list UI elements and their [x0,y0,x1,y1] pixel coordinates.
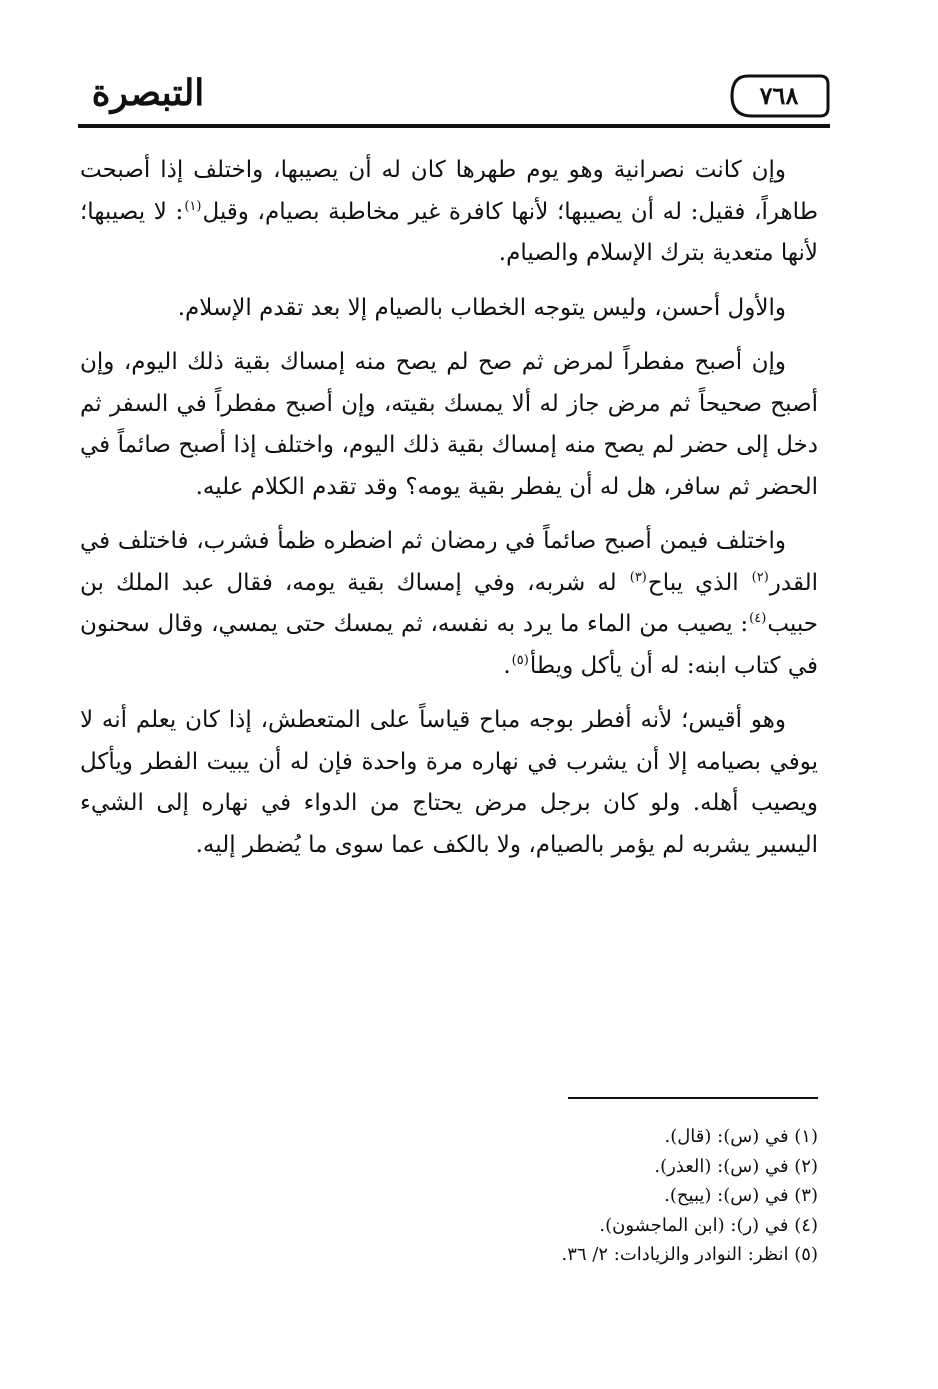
footnote-4: (٤) في (ر): (ابن الماجشون). [599,1214,818,1236]
paragraph-1-part-1: وإن كانت نصرانية وهو يوم طهرها كان له أن يصيبها، واختلف إذا أصبحت طاهراً، فقيل: له أن يصيبها؛ لأنها كافرة غير مخاطبة بصيام، وقيل [80,157,818,225]
footnote-marker-3: (٣) [629,569,647,585]
footnote-5: (٥) انظر: النوادر والزيادات: ٢/ ٣٦. [561,1244,818,1265]
footnote-separator [568,1097,818,1099]
footnote-2: (٢) في (س): (العذر). [654,1155,818,1177]
paragraph-4-part-1: واختلف فيمن أصبح صائماً في رمضان ثم اضطره ظمأ فشرب، فاختلف في القدر [80,528,818,596]
paragraph-4-part-2: الذي يباح [647,569,751,596]
paragraph-4-part-5: . [503,652,511,679]
footnote-marker-2: (٢) [751,569,769,585]
paragraph-3: وإن أصبح مفطراً لمرض ثم صح لم يصح منه إمساك بقية ذلك اليوم، وإن أصبح صحيحاً ثم مرض جاز له ألا يمسك بقيته، وإن أصبح مفطراً في السفر ثم دخل إلى حضر لم يصح منه إمساك بقية ذلك اليوم، واختلف إذا أصبح صائماً في الحضر ثم سافر، هل له أن يفطر بقية يومه؟ وقد تقدم الكلام عليه. [80,349,818,500]
main-text [80,150,818,879]
footnote-marker-5: (٥) [511,652,529,668]
paragraph-4-part-3: له شربه، وفي إمساك بقية يومه، فقال عبد الملك بن حبيب [80,569,818,637]
footnote-marker-4: (٤) [749,611,767,627]
paragraph-1 [80,150,818,275]
header-rule [78,124,830,128]
footnotes [420,1122,818,1270]
paragraph-2: والأول أحسن، وليس يتوجه الخطاب بالصيام إلا بعد تقدم الإسلام. [177,294,786,321]
footnote-marker-1: (١) [184,198,202,214]
paragraph-4-part-4: : يصيب من الماء ما يرد به نفسه، ثم يمسك حتى يمسي، وقال سحنون في كتاب ابنه: له أن يأكل ويطأ [80,611,818,679]
footnote-1: (١) في (س): (قال). [664,1126,818,1147]
footnote-3: (٣) في (س): (يبيح). [664,1185,818,1206]
paragraph-5: وهو أقيس؛ لأنه أفطر بوجه مباح قياساً على المتعطش، إذا كان يعلم أنه لا يوفي بصيامه إلا أن يشرب في نهاره مرة واحدة فإن له أن يبيت الفطر ويأكل ويصيب أهله. ولو كان برجل مرض يحتاج من الدواء في نهاره إلى الشيء اليسير يشربه لم يؤمر بالصيام، ولا بالكف عما سوى ما يُضطر إليه. [80,707,818,858]
page-number-frame [728,72,830,120]
page-header [78,58,830,128]
paragraph-4 [80,521,818,687]
paragraph-1-part-2: : لا يصيبها؛ لأنها متعدية بترك الإسلام والصيام. [80,198,818,266]
page-number: ٧٦٨ [759,81,799,110]
book-title: التبصرة [91,72,205,114]
